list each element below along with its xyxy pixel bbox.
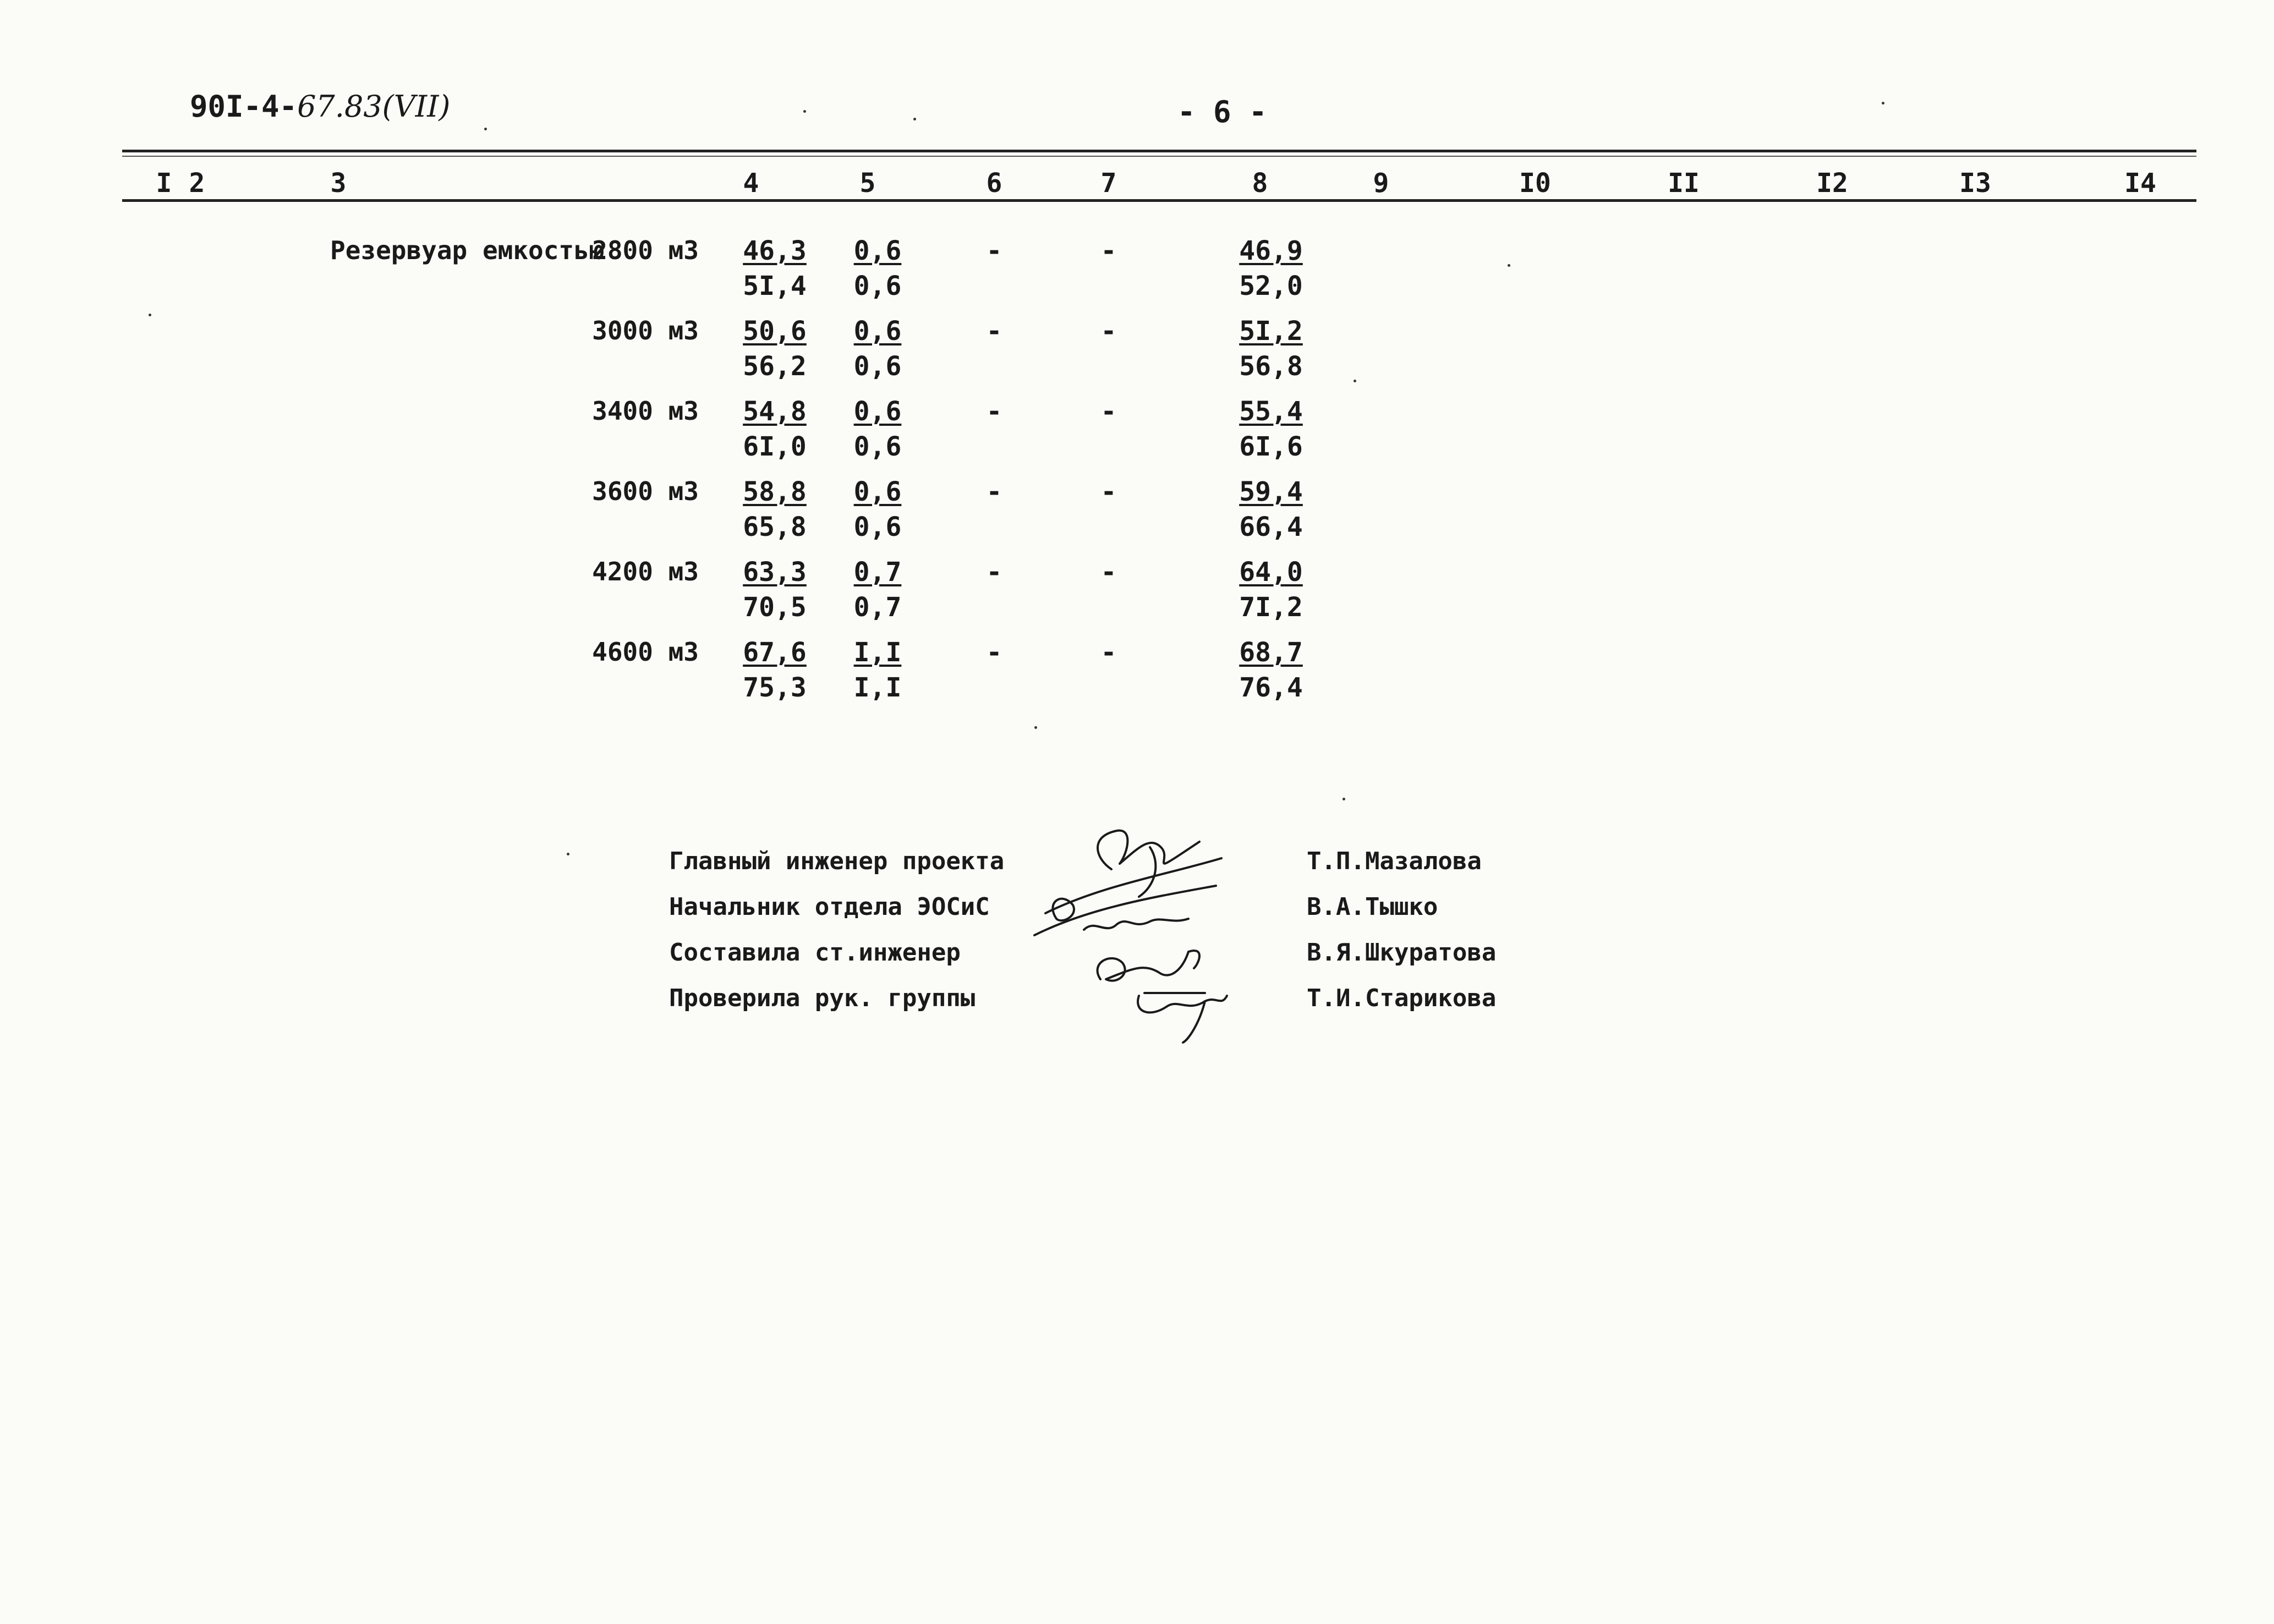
row-volume: 3600 м3 — [592, 476, 699, 506]
cell-col7-dash: - — [1100, 557, 1117, 588]
row-volume: 4200 м3 — [592, 557, 699, 586]
row-group-label: Резервуар емкостью — [330, 235, 605, 265]
cell-col4-bottom: 65,8 — [743, 512, 807, 542]
column-number-1: I — [156, 168, 172, 199]
cell-col5-top: 0,6 — [853, 316, 902, 347]
cell-col7-dash: - — [1100, 396, 1117, 427]
cell-col5-top: 0,6 — [853, 235, 902, 266]
cell-col8-top: 55,4 — [1239, 396, 1303, 427]
column-number-5: 5 — [859, 168, 876, 199]
cell-col7-dash: - — [1100, 476, 1117, 507]
cell-col7-dash: - — [1100, 637, 1117, 668]
cell-col5-top: 0,7 — [853, 557, 902, 588]
signature-role: Начальник отдела ЭОСиС — [669, 893, 990, 921]
column-number-3: 3 — [330, 168, 347, 199]
cell-col5-bottom: 0,6 — [853, 512, 902, 542]
row-volume: 3400 м3 — [592, 396, 699, 426]
cell-col8-top: 59,4 — [1239, 476, 1303, 507]
cell-col7-dash: - — [1100, 235, 1117, 266]
cell-col4-bottom: 56,2 — [743, 351, 807, 382]
column-number-4: 4 — [743, 168, 759, 199]
cell-col6-dash: - — [986, 396, 1002, 427]
cell-col8-top: 68,7 — [1239, 637, 1303, 668]
cell-col8-bottom: 52,0 — [1239, 271, 1303, 301]
signature-name: В.А.Тышко — [1307, 893, 1438, 921]
cell-col8-bottom: 6I,6 — [1239, 431, 1303, 462]
cell-col4-top: 46,3 — [743, 235, 807, 266]
cell-col8-top: 5I,2 — [1239, 316, 1303, 347]
cell-col4-bottom: 75,3 — [743, 672, 807, 703]
table-top-rule — [122, 150, 2196, 152]
column-number-8: 8 — [1252, 168, 1268, 199]
signature-name: В.Я.Шкуратова — [1307, 939, 1497, 967]
cell-col5-top: 0,6 — [853, 476, 902, 507]
table-header-rule — [122, 199, 2196, 202]
column-number-12: I2 — [1816, 168, 1848, 199]
column-number-13: I3 — [1959, 168, 1991, 199]
cell-col5-bottom: I,I — [853, 672, 902, 703]
row-volume: 4600 м3 — [592, 637, 699, 667]
column-number-10: I0 — [1519, 168, 1551, 199]
row-volume: 3000 м3 — [592, 316, 699, 345]
cell-col4-top: 54,8 — [743, 396, 807, 427]
cell-col5-bottom: 0,6 — [853, 351, 902, 382]
cell-col8-top: 64,0 — [1239, 557, 1303, 588]
column-number-11: II — [1668, 168, 1700, 199]
cell-col8-bottom: 76,4 — [1239, 672, 1303, 703]
column-number-2: 2 — [189, 168, 205, 199]
page-number: - 6 - — [1177, 95, 1267, 129]
cell-col6-dash: - — [986, 557, 1002, 588]
cell-col4-bottom: 5I,4 — [743, 271, 807, 301]
cell-col4-top: 67,6 — [743, 637, 807, 668]
signature-role: Проверила рук. группы — [669, 984, 976, 1012]
cell-col4-top: 50,6 — [743, 316, 807, 347]
cell-col5-bottom: 0,6 — [853, 431, 902, 462]
cell-col4-bottom: 70,5 — [743, 592, 807, 623]
cell-col6-dash: - — [986, 235, 1002, 266]
column-number-14: I4 — [2124, 168, 2156, 199]
cell-col8-top: 46,9 — [1239, 235, 1303, 266]
cell-col5-bottom: 0,7 — [853, 592, 902, 623]
cell-col6-dash: - — [986, 316, 1002, 347]
signature-role: Главный инженер проекта — [669, 847, 1005, 875]
cell-col6-dash: - — [986, 637, 1002, 668]
column-number-6: 6 — [986, 168, 1002, 199]
cell-col7-dash: - — [1100, 316, 1117, 347]
cell-col5-bottom: 0,6 — [853, 271, 902, 301]
row-volume: 2800 м3 — [592, 235, 699, 265]
table-top-rule-thin — [122, 156, 2196, 157]
cell-col8-bottom: 56,8 — [1239, 351, 1303, 382]
document-code-typed: 90I-4- — [190, 89, 298, 124]
document-code — [190, 89, 450, 124]
cell-col5-top: I,I — [853, 637, 902, 668]
cell-col5-top: 0,6 — [853, 396, 902, 427]
handwritten-signatures-graphic — [1023, 814, 1287, 1045]
column-number-9: 9 — [1373, 168, 1389, 199]
signature-role: Составила ст.инженер — [669, 939, 961, 967]
document-code-handwritten: 67.83(VII) — [297, 89, 451, 124]
cell-col4-top: 63,3 — [743, 557, 807, 588]
signature-name: Т.П.Мазалова — [1307, 847, 1482, 875]
cell-col4-top: 58,8 — [743, 476, 807, 507]
cell-col8-bottom: 66,4 — [1239, 512, 1303, 542]
cell-col8-bottom: 7I,2 — [1239, 592, 1303, 623]
cell-col6-dash: - — [986, 476, 1002, 507]
column-number-7: 7 — [1100, 168, 1117, 199]
cell-col4-bottom: 6I,0 — [743, 431, 807, 462]
signature-name: Т.И.Старикова — [1307, 984, 1497, 1012]
